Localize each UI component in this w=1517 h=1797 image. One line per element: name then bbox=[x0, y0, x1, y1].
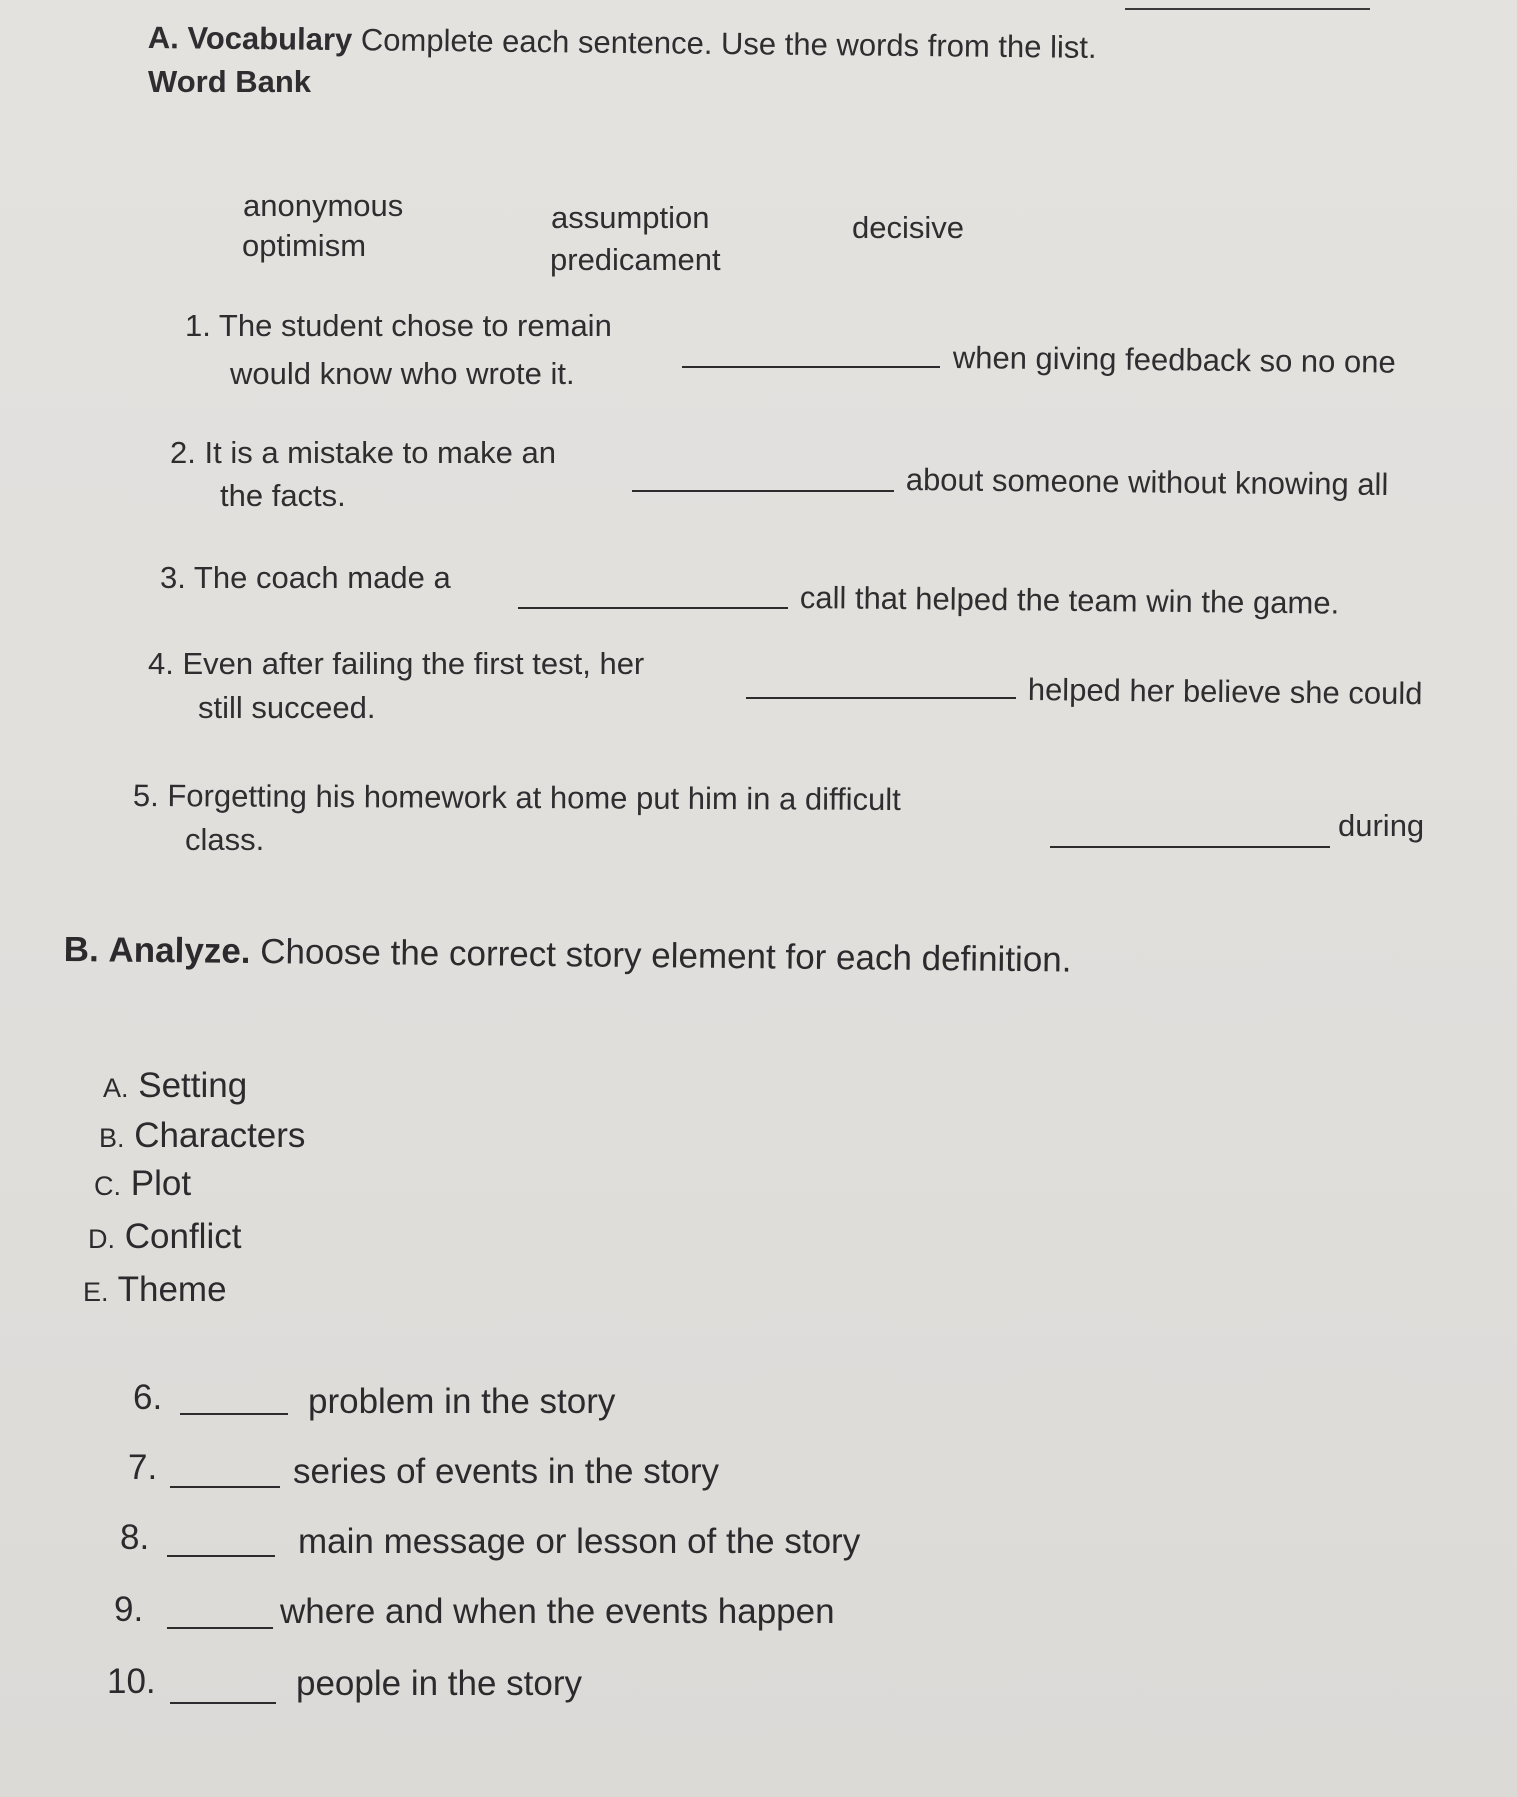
question-2-start bbox=[170, 435, 556, 471]
option-label: Plot bbox=[130, 1164, 192, 1203]
question-number: 1. bbox=[185, 308, 211, 343]
option-label: Theme bbox=[117, 1270, 227, 1309]
option-letter: B. bbox=[99, 1123, 125, 1153]
question-text-before: Forgetting his homework at home put him in a difficult bbox=[167, 778, 901, 818]
question-4-start bbox=[148, 646, 644, 682]
answer-blank-2[interactable] bbox=[632, 490, 894, 492]
option-letter: A. bbox=[103, 1073, 129, 1103]
word-bank-word: predicament bbox=[550, 242, 721, 277]
word-bank-word: optimism bbox=[242, 228, 367, 263]
option-label: Conflict bbox=[124, 1217, 242, 1256]
section-b-letter: B. bbox=[63, 930, 99, 970]
answer-blank-6[interactable] bbox=[180, 1413, 288, 1415]
answer-blank-4[interactable] bbox=[746, 697, 1016, 699]
question-number: 2. bbox=[170, 435, 196, 470]
answer-blank-1[interactable] bbox=[682, 366, 940, 368]
question-10-number: 10. bbox=[107, 1662, 156, 1701]
answer-blank-10[interactable] bbox=[170, 1702, 276, 1704]
question-text-after: call that helped the team win the game. bbox=[799, 580, 1340, 621]
option-item bbox=[83, 1270, 227, 1310]
question-9-text: where and when the events happen bbox=[280, 1592, 835, 1631]
question-10-text: people in the story bbox=[296, 1664, 583, 1703]
word-bank-word: decisive bbox=[852, 210, 964, 245]
question-text-continued: would know who wrote it. bbox=[230, 356, 575, 391]
question-text-after: when giving feedback so no one bbox=[952, 340, 1396, 380]
answer-blank-3[interactable] bbox=[518, 607, 788, 609]
section-b-instruction: Choose the correct story element for each definition. bbox=[260, 932, 1072, 980]
option-item bbox=[103, 1066, 247, 1106]
question-text-continued: class. bbox=[185, 822, 265, 857]
question-3-start bbox=[160, 560, 451, 596]
question-number: 3. bbox=[160, 560, 186, 595]
answer-blank-9[interactable] bbox=[167, 1627, 273, 1629]
word-bank-word: assumption bbox=[551, 200, 710, 235]
question-text-before: It is a mistake to make an bbox=[204, 435, 556, 470]
question-number: 5. bbox=[132, 778, 159, 814]
question-text-continued: the facts. bbox=[220, 478, 346, 513]
question-8-text: main message or lesson of the story bbox=[298, 1522, 861, 1561]
section-b-title: Analyze. bbox=[108, 930, 251, 971]
section-a-heading bbox=[148, 20, 1097, 66]
question-text-continued: still succeed. bbox=[198, 690, 376, 725]
answer-blank-5[interactable] bbox=[1050, 846, 1330, 848]
question-6-text: problem in the story bbox=[308, 1382, 616, 1421]
option-label: Characters bbox=[134, 1116, 306, 1155]
option-item bbox=[88, 1217, 241, 1257]
question-9-number: 9. bbox=[114, 1590, 144, 1629]
question-number: 4. bbox=[148, 646, 174, 681]
option-item bbox=[99, 1116, 305, 1156]
section-a-instruction: Complete each sentence. Use the words from the list. bbox=[360, 22, 1097, 65]
option-letter: D. bbox=[88, 1224, 115, 1254]
top-edge-line bbox=[1125, 8, 1370, 10]
section-a-letter: A. bbox=[147, 20, 179, 56]
section-a-title: Vocabulary bbox=[187, 20, 353, 58]
answer-blank-7[interactable] bbox=[170, 1486, 280, 1488]
word-bank-label-text: Word Bank bbox=[148, 64, 312, 99]
option-item bbox=[94, 1164, 191, 1204]
question-8-number: 8. bbox=[120, 1518, 150, 1557]
question-5-start bbox=[133, 778, 901, 818]
question-text-after: during bbox=[1338, 808, 1425, 843]
section-b-heading bbox=[64, 930, 1072, 981]
question-text-before: The coach made a bbox=[193, 560, 451, 595]
option-letter: C. bbox=[94, 1171, 121, 1201]
question-7-number: 7. bbox=[128, 1448, 158, 1487]
option-label: Setting bbox=[138, 1066, 248, 1105]
question-text-after: about someone without knowing all bbox=[905, 462, 1389, 503]
answer-blank-8[interactable] bbox=[167, 1555, 275, 1557]
word-bank-label bbox=[148, 64, 311, 100]
question-6-number: 6. bbox=[133, 1378, 163, 1417]
option-letter: E. bbox=[83, 1277, 109, 1307]
question-7-text: series of events in the story bbox=[293, 1452, 720, 1491]
question-text-after: helped her believe she could bbox=[1027, 672, 1423, 712]
question-text-before: The student chose to remain bbox=[218, 308, 612, 343]
question-1-start bbox=[185, 308, 612, 344]
word-bank-word: anonymous bbox=[243, 188, 404, 223]
question-text-before: Even after failing the first test, her bbox=[182, 646, 645, 681]
